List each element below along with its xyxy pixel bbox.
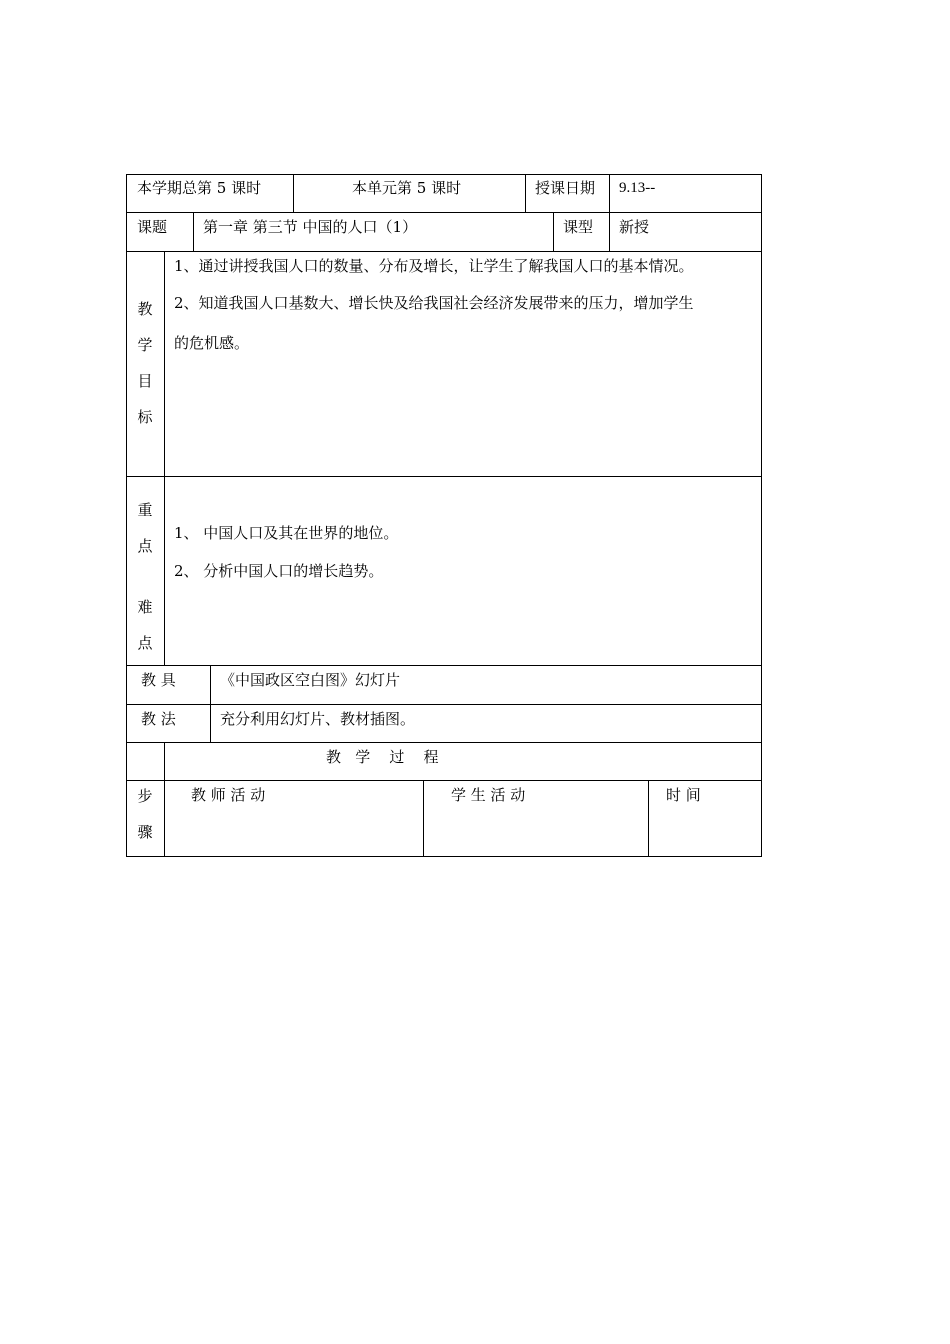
process-columns-row	[126, 780, 762, 857]
tools-row	[126, 665, 762, 705]
type-label: 课型	[563, 218, 594, 236]
date-label-cell	[525, 175, 609, 213]
date-label: 授课日期	[535, 179, 596, 197]
semester-total-lesson: 本学期总第 5 课时	[137, 179, 262, 197]
topic-value-cell	[193, 213, 553, 252]
key-point-item-2: 2、 分析中国人口的增长趋势。	[174, 562, 384, 580]
teacher-activity-cell	[164, 781, 423, 856]
key-points-label-char: 难	[137, 598, 153, 616]
objectives-row	[126, 251, 762, 477]
tools-value-cell	[210, 666, 761, 705]
step-label-char: 骤	[137, 823, 153, 841]
methods-value: 充分利用幻灯片、教材插图。	[220, 710, 416, 728]
key-points-row	[126, 476, 762, 666]
objectives-label-char: 学	[137, 336, 153, 354]
student-activity-cell	[423, 781, 648, 856]
objective-item-2-line-2: 的危机感。	[174, 334, 250, 352]
objectives-label-char: 目	[137, 372, 153, 390]
unit-lesson-cell	[293, 175, 525, 213]
teacher-activity-header: 教 师 活 动	[191, 786, 266, 804]
type-value: 新授	[619, 218, 650, 236]
step-label	[127, 781, 164, 856]
objective-item-2-line-1: 2、知道我国人口基数大、增长快及给我国社会经济发展带来的压力，增加学生	[174, 294, 694, 312]
student-activity-header: 学 生 活 动	[451, 786, 526, 804]
objectives-content	[164, 252, 761, 477]
time-cell	[648, 781, 761, 856]
type-label-cell	[553, 213, 609, 252]
objectives-label-char: 标	[137, 408, 153, 426]
key-points-label	[127, 477, 164, 666]
objectives-label-char: 教	[137, 300, 153, 318]
step-label-char: 步	[137, 787, 153, 805]
objective-item-1: 1、通过讲授我国人口的数量、分布及增长，让学生了解我国人口的基本情况。	[174, 257, 694, 275]
topic-label: 课题	[137, 218, 168, 236]
methods-value-cell	[210, 705, 761, 743]
key-points-label-char: 点	[137, 634, 153, 652]
tools-value: 《中国政区空白图》幻灯片	[220, 671, 401, 689]
tools-label: 教 具	[141, 671, 176, 689]
key-points-label-char: 重	[137, 501, 153, 519]
key-points-content	[164, 477, 761, 666]
date-value: 9.13--	[619, 180, 656, 196]
time-header: 时 间	[666, 786, 701, 804]
methods-row	[126, 704, 762, 743]
topic-value: 第一章 第三节 中国的人口（1）	[203, 218, 418, 236]
topic-row	[126, 212, 762, 252]
methods-label: 教 法	[141, 710, 176, 728]
process-title-row	[126, 742, 762, 781]
objectives-label	[127, 252, 164, 477]
process-title: 教 学 过 程	[326, 748, 439, 766]
type-value-cell	[609, 213, 761, 252]
process-title-cell	[164, 743, 761, 781]
key-point-item-1: 1、 中国人口及其在世界的地位。	[174, 524, 399, 542]
key-points-label-char: 点	[137, 537, 153, 555]
date-value-cell	[609, 175, 761, 213]
unit-lesson: 本单元第 5 课时	[352, 179, 462, 197]
header-row	[126, 174, 762, 213]
